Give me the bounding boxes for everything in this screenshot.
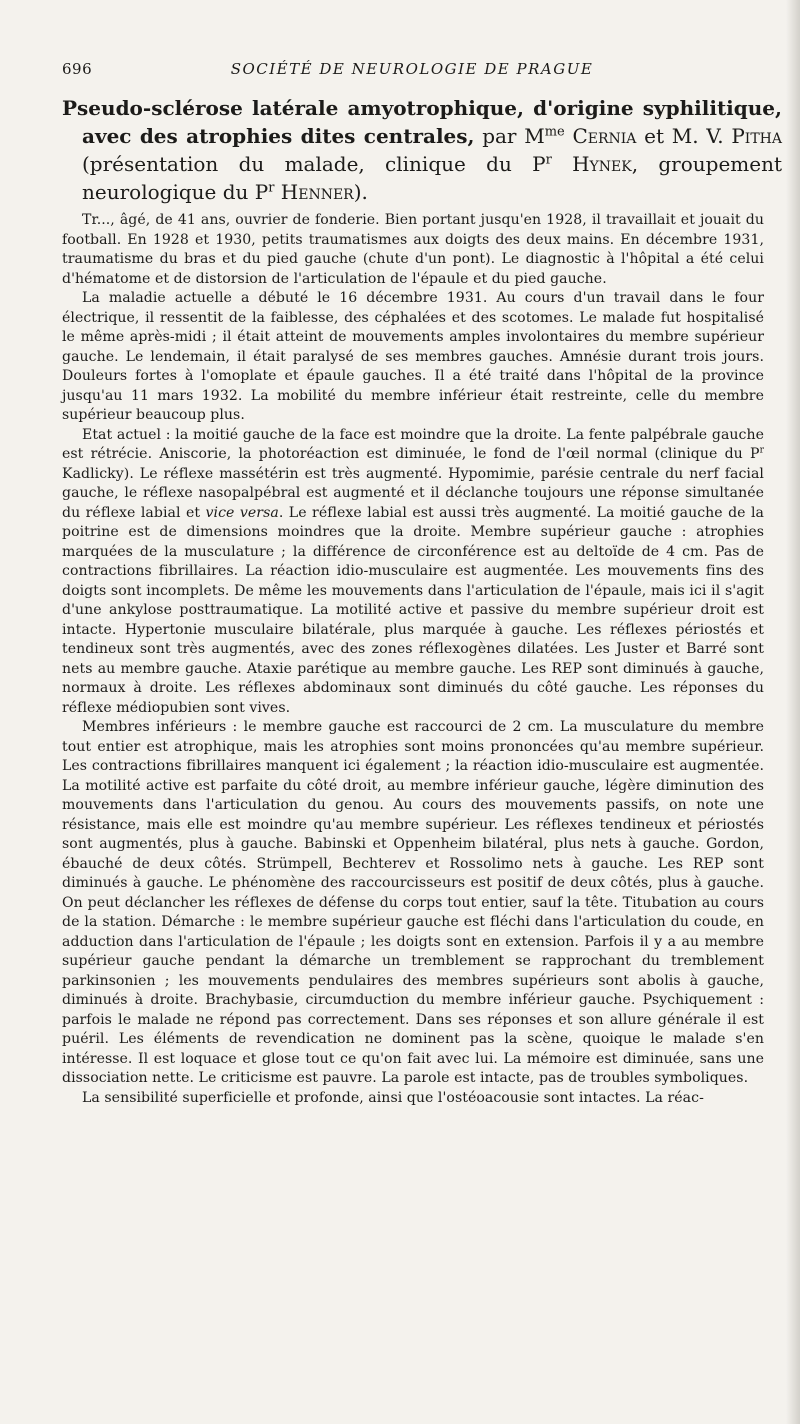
paragraph-current-illness: La maladie actuelle a débuté le 16 décembre 1931. Au cours d'un travail dans le four électrique, il ressentit de la faiblesse, des céphalées et des scotomes. Le malade fut hospitalisé le même après-midi ; il était atteint de mouvements amples involontaires du membre supérieur gauche. Le lendemain, il était paralysé de ses membres gauches. Amnésie durant trois jours. Douleurs fortes à l'omoplate et épaule gauches. Il a été traité dans l'hôpital de la province jusqu'au 11 mars 1932. La mobilité du membre inférieur était restreinte, celle du membre supérieur beaucoup plus.: [62, 290, 764, 423]
paragraph-sensibility: La sensibilité superficielle et profonde, ainsi que l'ostéoacousie sont intactes. La réac-: [82, 1089, 704, 1106]
title-groupement: , groupement neurologique du P: [82, 152, 782, 204]
paragraph-current-state: [62, 426, 764, 719]
paragraph-lower-limbs: Membres inférieurs : le membre gauche est raccourci de 2 cm. La musculature du membre tout entier est atrophique, mais les atrophies sont moins prononcées qu'au membre supérieur. Les contractions fibrillaires manquent ici également ; la réaction idio-musculaire est augmentée. La motilité active est parfaite du côté droit, au membre inférieur gauche, légère diminution des mouvements dans l'articulation du genou. Au cours des mouvements passifs, on note une résistance, mais elle est moindre qu'au membre supérieur. Les réflexes tendineux et périostés sont augmentés, plus à gauche. Babinski et Oppenheim bilatéral, plus nets à gauche. Gordon, ébauché de deux côtés. Strümpell, Bechterev et Rossolimo nets à gauche. Les REP sont diminués à gauche. Le phénomène des raccourcisseurs est positif de deux côtés, plus à gauche. On peut déclancher les réflexes de défense du corps tout entier, sauf la tête. Titubation au cours de la station. Démarche : le membre supérieur gauche est fléchi dans l'articulation du coude, en adduction dans l'articulation de l'épaule ; les doigts sont en extension. Parfois il y a au membre supérieur gauche pendant la démarche un tremblement se rapprochant du tremblement parkinsonien ; les mouvements pendulaires des membres supérieurs sont abolis à gauche, diminués à droite. Brachybasie, circumduction du membre inférieur gauche. Psychiquement : parfois le malade ne répond pas correctement. Dans ses réponses et son allure générale il est puéril. Les éléments de revendication ne dominent pas la scène, quoique le malade s'en intéresse. Il est loquace et glose tout ce qu'on fait avec lui. La mémoire est diminuée, sans une dissociation nette. Le criticisme est pauvre. La parole est intacte, pas de troubles symboliques.: [62, 719, 764, 1086]
p3-part-c: . Le réflexe labial est aussi très augmenté. La moitié gauche de la poitrine est de dimensions moindres que la droite. Membre supérieur gauche : atrophies marquées de la musculature ; la différence de circonférence est au deltoïde de 4 cm. Pas de contractions fibrillaires. La réaction idio-musculaire est augmentée. Les mouvements fins des doigts sont incomplets. De même les mouvements dans l'articulation de l'épaule, mais ici il s'agit d'une ankylose posttraumatique. La motilité active et passive du membre supérieur droit est intacte. Hypertonie musculaire bilatérale, plus marquée à gauche. Les réflexes périostés et tendineux sont très augmentés, avec des zones réflexogènes dilatées. Les Juster et Barré sont nets au membre gauche. Ataxie parétique au membre gauche. Les REP sont diminués à gauche, normaux à droite. Les réflexes abdominaux sont diminués du côté gauche. Les réponses du réflexe médiopubien sont vives.: [62, 504, 765, 716]
author-cernia: Cernia: [564, 124, 637, 148]
title-r-superscript-2: r: [268, 180, 275, 196]
title-et: et M. V.: [636, 124, 732, 148]
p3-vice-versa: vice versa: [205, 504, 279, 521]
p3-part-a: Etat actuel : la moitié gauche de la face est moindre que la droite. La fente palpébrale gauche est rétrécie. Aniscorie, la photoréaction est diminuée, le fond de l'œil normal (clinique du P: [62, 426, 764, 462]
paragraph-history: Tr..., âgé, de 41 ans, ouvrier de fonderie. Bien portant jusqu'en 1928, il travaillait et jouait du football. En 1928 et 1930, petits traumatismes aux doigts des deux mains. En décembre 1931, traumatisme du bras et du pied gauche (chute d'un pont). Le diagnostic à l'hôpital a été celui d'hématome et de distorsion de l'articulation de l'épaule et du pied gauche.: [62, 212, 764, 287]
author-pitha: Pitha: [731, 124, 782, 148]
article-title: [62, 94, 782, 206]
article-body: [62, 211, 764, 1108]
title-r-superscript-1: r: [545, 152, 552, 168]
title-bold: Pseudo-sclérose latérale amyotrophique, d'origine syphilitique, avec des atrophies dites centrales,: [62, 96, 782, 148]
title-presentation: (présentation du malade, clinique du P: [82, 152, 546, 176]
p3-r-superscript: r: [759, 444, 764, 456]
name-henner: Henner: [274, 180, 354, 204]
p3-part-b: Kadlicky). Le réflexe massétérin est très augmenté. Hypomimie, parésie centrale du nerf facial gauche, le réflexe nasopalpébral est augmenté et il déclanche toujours une réponse simultanée du réflexe labial et: [62, 465, 764, 521]
running-head: SOCIÉTÉ DE NEUROLOGIE DE PRAGUE: [230, 60, 594, 78]
title-me-superscript: me: [544, 124, 565, 140]
name-hynek: Hynek: [551, 152, 632, 176]
title-par: par M: [474, 124, 545, 148]
page-number: 696: [62, 60, 93, 78]
title-end: ).: [353, 180, 368, 204]
page-header: [62, 60, 762, 82]
page-edge-shadow: [786, 0, 800, 1424]
